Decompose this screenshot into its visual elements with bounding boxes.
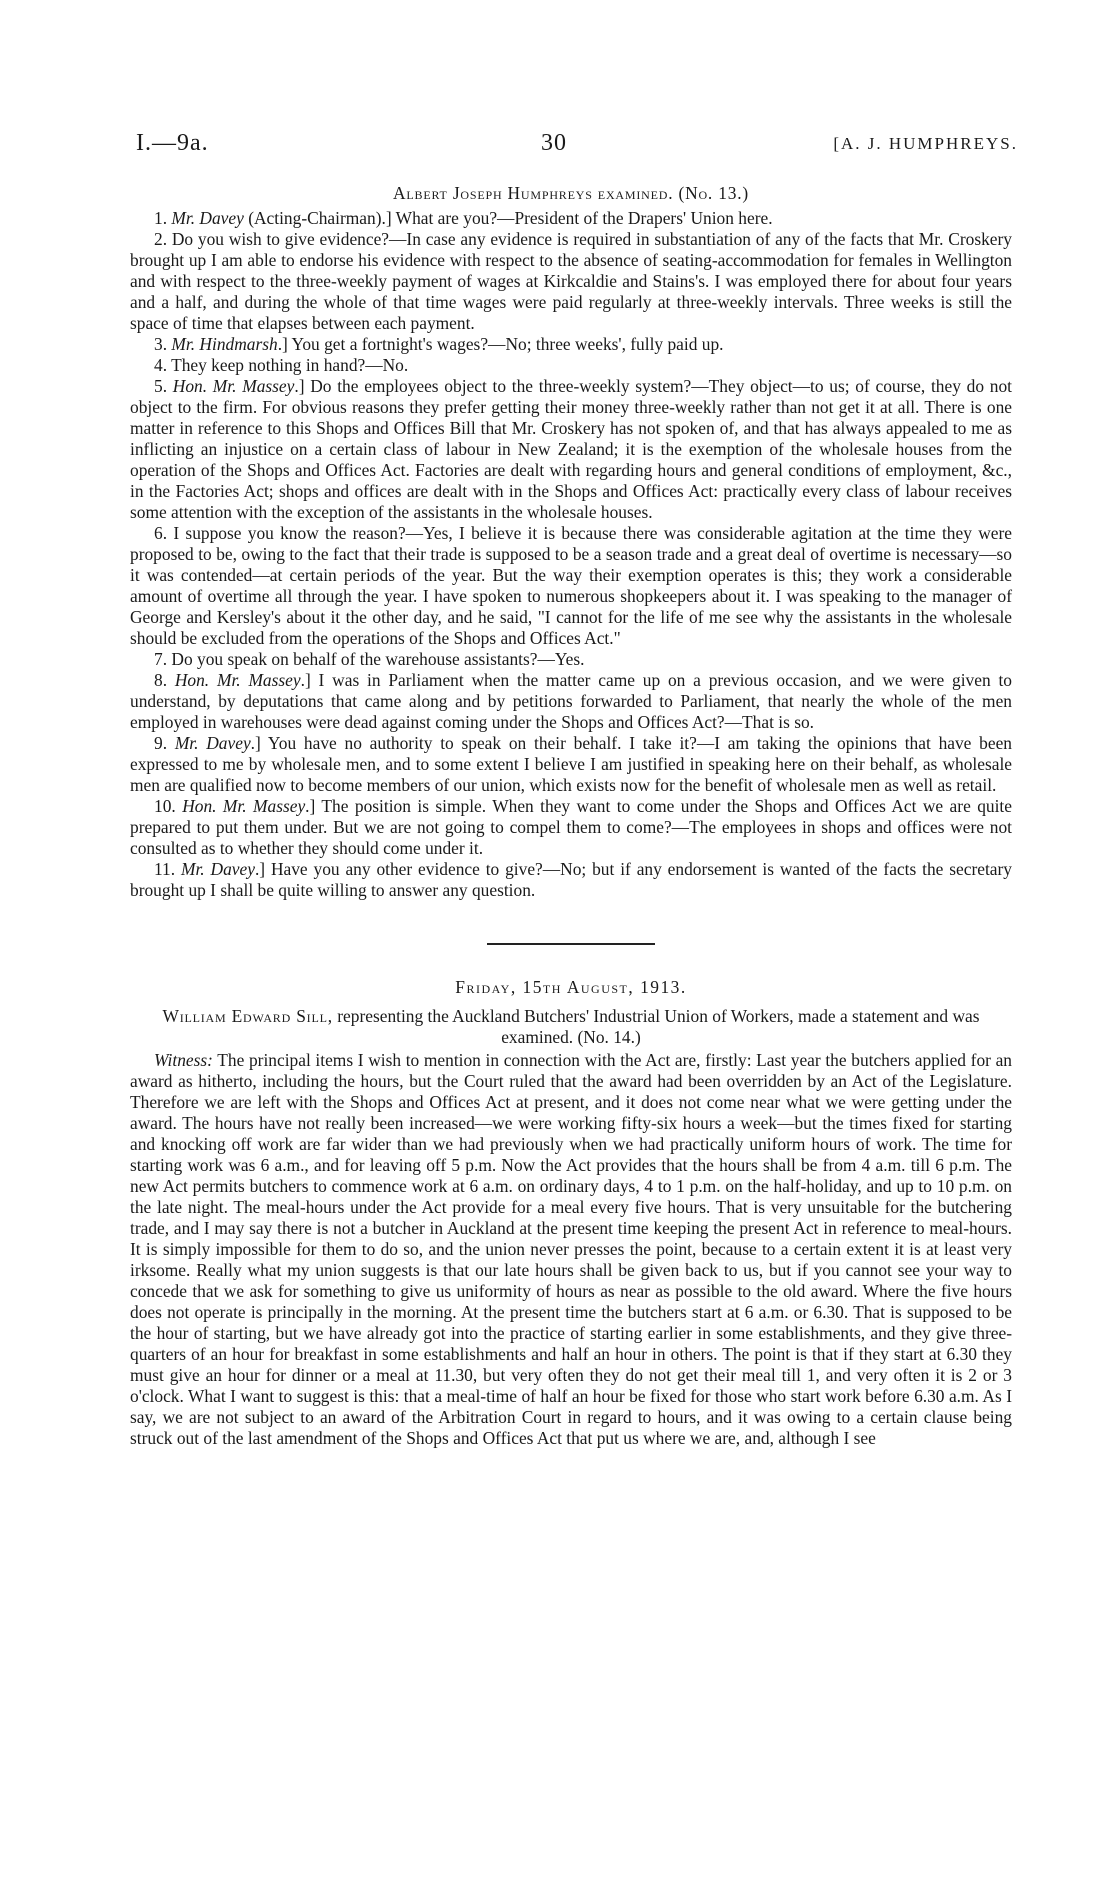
running-head: [A. J. HUMPHREYS. bbox=[833, 134, 1018, 153]
section-divider bbox=[487, 943, 655, 945]
page-number: 30 bbox=[541, 130, 567, 156]
question-paragraph: 6. I suppose you know the reason?—Yes, I believe it is because there was considerable agitation at the time they were proposed to be, owing to the fact that their trade is supposed to be a season trade and a great deal of overtime is necessary—so it was contended—at certain periods of the year. But the way their exemption operates is this; they work a considerable amount of overtime all through the year. I have spoken to numerous shopkeepers about it. I was speaking to the manager of George and Kersley's about it the other day, and he said, "I cannot for the life of me see why the assistants in the wholesale should be excluded from the operations of the Shops and Offices Act." bbox=[130, 523, 1012, 648]
witness-introduction bbox=[130, 1006, 1012, 1048]
document-reference: I.—9a. bbox=[136, 130, 209, 156]
question-paragraph: 11. Mr. Davey.] Have you any other evidence to give?—No; but if any endorsement is wanted of the facts the secretary brought up I shall be quite willing to answer any question. bbox=[130, 859, 1012, 900]
question-paragraph: 8. Hon. Mr. Massey.] I was in Parliament when the matter came up on a previous occasion, and we were given to understand, by deputations that came along and by petitions forwarded to Parliament, that nearly the whole of the men employed in warehouses were dead against coming under the Shops and Offices Act?—That is so. bbox=[130, 670, 1012, 732]
speaker-name: Hon. Mr. Massey bbox=[174, 670, 301, 690]
speaker-name: Mr. Davey bbox=[180, 859, 255, 879]
speaker-name: Mr. Davey bbox=[171, 208, 244, 228]
question-paragraph: 2. Do you wish to give evidence?—In case any evidence is required in substantiation of any of the facts that Mr. Croskery brought up I am able to endorse his evidence with respect to the absence of seating-accommodation for females in Wellington and with respect to the three-weekly payment of wages at Kirkcaldie and Stains's. I was employed there for about four years and a half, and during the whole of that time wages were paid regularly at three-weekly intervals. Three weeks is still the space of time that elapses between each payment. bbox=[130, 229, 1012, 333]
session-date: Friday, 15th August, 1913. bbox=[455, 977, 687, 997]
speaker-name: Mr. Hindmarsh bbox=[171, 334, 278, 354]
question-paragraph: 1. Mr. Davey (Acting-Chairman).] What are you?—President of the Drapers' Union here. bbox=[154, 208, 773, 228]
page-header bbox=[136, 130, 1018, 160]
question-paragraph: 10. Hon. Mr. Massey.] The position is simple. When they want to come under the Shops and Offices Act we are quite prepared to put them under. But we are not going to compel them to come?—The employees in shops and offices were not consulted as to whether they should come under it. bbox=[130, 796, 1012, 858]
question-paragraph: 7. Do you speak on behalf of the warehouse assistants?—Yes. bbox=[154, 649, 585, 669]
witness-statement: Witness: The principal items I wish to mention in connection with the Act are, firstly: Last year the butchers applied for an award as hitherto, including the hours, but the Court ruled that the award had been overridden by an Act of the Legislature. Therefore we are left with the Shops and Offices Act at present, and it does not come near what we were getting under the award. The hours have not really been increased—we were working fifty-six hours a week—but the times fixed for starting and knocking off work are far wider than we had previously when we had practically uniform hours of work. The time for starting work was 6 a.m., and for leaving off 5 p.m. Now the Act provides that the hours shall be from 4 a.m. till 6 p.m. The new Act permits butchers to commence work at 6 a.m. on ordinary days, 4 to 1 p.m. on the half-holiday, and up to 10 p.m. on the late night. The meal-hours under the Act provide for a meal every five hours. That is very unsuitable for the butchering trade, and I may say there is not a butcher in Auckland at the present time keeping the present Act in reference to meal-hours. It is simply impossible for them to do so, and the union never presses the point, because to a certain extent it is at least very irksome. Really what my union suggests is that our late hours shall be given back to us, but if you cannot see your way to concede that we ask for something to give us uniformity of hours as near as possible to the old award. Where the five hours does not operate is principally in the morning. At the present time the butchers start at 6 a.m. or 6.30. That is supposed to be the hour of starting, but we have already got into the practice of starting earlier in some establishments, and they give three-quarters of an hour for breakfast in some establishments and half an hour in others. The point is that if they start at 6.30 they must give an hour for dinner or a meal at 11.30, but very often they do not get their meal till 1, and very often it is 2 or 3 o'clock. What I want to suggest is this: that a meal-time of half an hour be fixed for those who start work before 6.30 a.m. As I say, we are not subject to an award of the Arbitration Court in regard to hours, and it was owing to a certain clause being struck out of the last amendment of the Shops and Offices Act that put us where we are, and, although I see bbox=[130, 1050, 1012, 1448]
question-paragraph: 9. Mr. Davey.] You have no authority to speak on their behalf. I take it?—I am taking the opinions that have been expressed to me by wholesale men, and to some extent I believe I am justified in speaking here on their behalf, as wholesale men are qualified now to become members of our union, which exists now for the benefit of wholesale men as well as retail. bbox=[130, 733, 1012, 795]
speaker-name: Hon. Mr. Massey bbox=[182, 796, 306, 816]
speaker-name: Mr. Davey bbox=[174, 733, 251, 753]
witness-label: Witness: bbox=[154, 1050, 213, 1070]
witness-heading: Albert Joseph Humphreys examined. (No. 13.) bbox=[393, 183, 749, 203]
witness-name: William Edward Sill, bbox=[162, 1006, 333, 1026]
page-body bbox=[130, 180, 1012, 1449]
witness-description: representing the Auckland Butchers' Industrial Union of Workers, made a statement and was examined. (No. 14.) bbox=[332, 1006, 980, 1047]
question-paragraph: 3. Mr. Hindmarsh.] You get a fortnight's wages?—No; three weeks', fully paid up. bbox=[154, 334, 724, 354]
examination-13 bbox=[130, 208, 1012, 901]
speaker-name: Hon. Mr. Massey bbox=[172, 376, 295, 396]
question-paragraph: 4. They keep nothing in hand?—No. bbox=[154, 355, 409, 375]
question-paragraph: 5. Hon. Mr. Massey.] Do the employees object to the three-weekly system?—They object—to us; of course, they do not object to the firm. For obvious reasons they prefer getting their money three-weekly rather than not get it at all. There is one matter in reference to this Shops and Offices Bill that Mr. Croskery has not spoken of, and that has always appealed to me as inflicting an injustice on a certain class of labour in New Zealand; it is the exemption of the wholesale houses from the operation of the Shops and Offices Act. Factories are dealt with regarding hours and general conditions of employment, &c., in the Factories Act; shops and offices are dealt with in the Shops and Offices Act: practically every class of labour receives some attention with the exception of the assistants in the wholesale houses. bbox=[130, 376, 1012, 522]
